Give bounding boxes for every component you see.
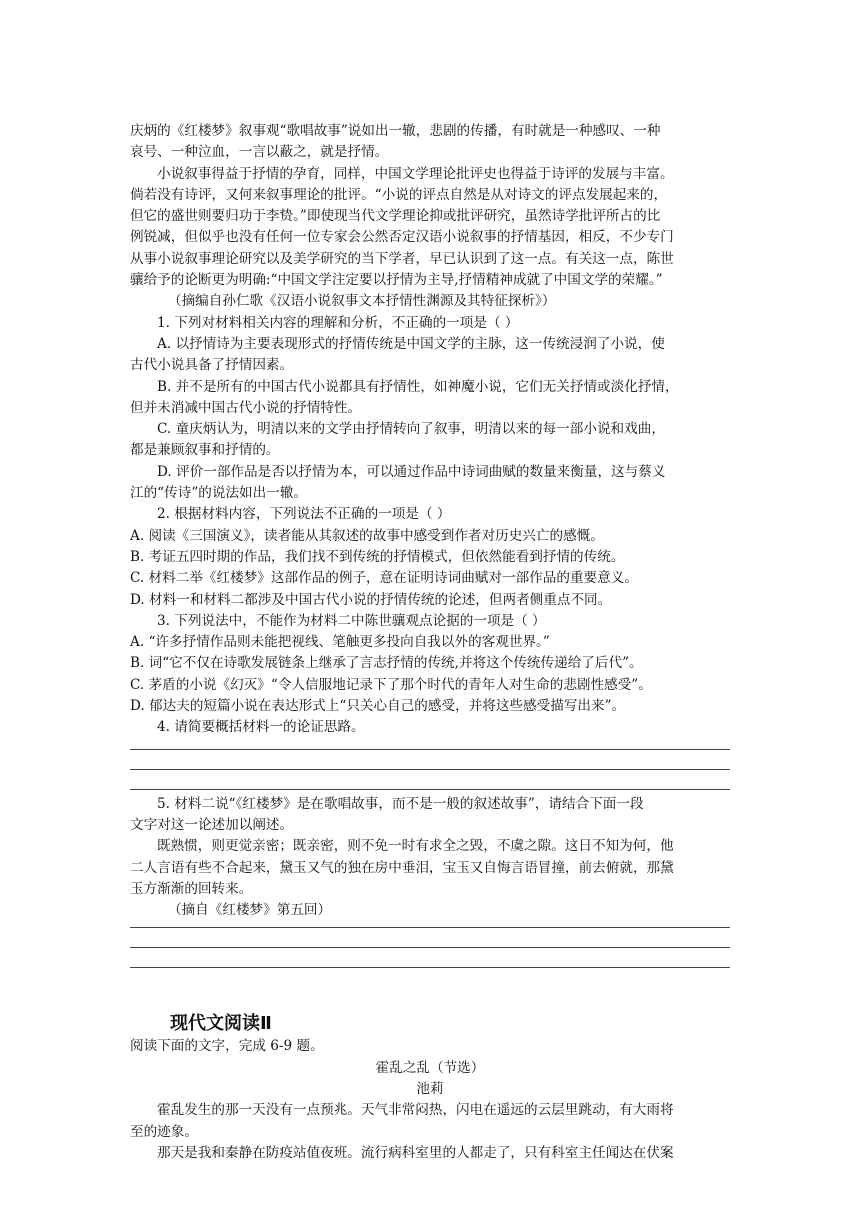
document-page [130,121,730,1164]
question-5 [130,794,730,969]
source-note: （摘编自孙仁歌《汉语小说叙事文本抒情性渊源及其特征探析》） [168,293,556,310]
question-stem: 5. 材料二说“《红楼梦》是在歌唱故事，而不是一般的叙述故事”，请结合下面一段 [157,795,644,812]
option-c: C. 童庆炳认为，明清以来的文学由抒情转向了叙事，明清以来的每一部小说和戏曲， [157,421,665,438]
question-stem: 2. 根据材料内容，下列说法不正确的一项是（ ） [157,506,451,523]
passage-line: 既熟惯，则更觉亲密；既亲密，则不免一时有求全之毁，不虞之隙。这日不知为何，他 [157,838,674,855]
answer-line[interactable] [130,947,730,948]
option-a-cont: 古代小说具备了抒情因素。 [130,357,294,374]
text-line: 倘若没有诗评，又何来叙事理论的批评。“小说的评点自然是从对诗文的评点发展起来的， [130,186,668,203]
option-a: A. 阅读《三国演义》，读者能从其叙述的故事中感受到作者对历史兴亡的感慨。 [130,527,604,544]
text-line: 骧给予的论断更为明确:“中国文学注定要以抒情为主导,抒情精神成就了中国文学的荣耀。” [130,272,663,289]
option-a: A. 以抒情诗为主要表现形式的抒情传统是中国文学的主脉，这一传统浸润了小说，使 [157,335,665,352]
instruction: 阅读下面的文字，完成 6-9 题。 [130,1038,324,1055]
text-line: 例锐减，但似乎也没有任何一位专家会公然否定汉语小说叙事的抒情基因，相反，不少专门 [130,229,674,246]
question-stem: 1. 下列对材料相关内容的理解和分析，不正确的一项是（ ） [157,314,519,331]
text-line: 哀号、一种泣血，一言以蔽之，就是抒情。 [130,144,389,161]
question-4 [130,717,730,789]
article-title: 霍乱之乱（节选） [375,1059,485,1076]
text-line: 从事小说叙事理论研究以及美学研究的当下学者，早已认识到了这一点。有关这一点，陈世 [130,250,674,267]
option-c-cont: 都是兼顾叙事和抒情的。 [130,442,280,459]
text-line: 庆炳的《红楼梦》叙事观“歌唱故事”说如出一辙，悲剧的传播，有时就是一种感叹、一种 [130,123,661,139]
option-d: D. 郁达夫的短篇小说在表达形式上“只关心自己的感受，并将这些感受描写出来”。 [130,698,626,715]
option-d-cont: 江的“传诗”的说法如出一辙。 [130,485,308,502]
question-2 [130,504,730,610]
option-c: C. 材料二举《红楼梦》这部作品的例子，意在证明诗词曲赋对一部作品的重要意义。 [130,570,638,587]
passage-line: 二人言语有些不合起来，黛玉又气的独在房中垂泪，宝玉又自悔言语冒撞，前去俯就，那黛 [130,859,674,876]
option-b: B. 词“它不仅在诗歌发展链条上继承了言志抒情的传统,并将这个传统传递给了后代”。 [130,655,643,672]
answer-line[interactable] [130,927,730,928]
question-stem-cont: 文字对这一论述加以阐述。 [130,816,294,833]
option-b-cont: 但并未消减中国古代小说的抒情特性。 [130,399,362,416]
option-c: C. 茅盾的小说《幻灭》“令人信服地记录下了那个时代的青年人对生命的悲剧性感受”。 [130,676,652,693]
question-stem: 3. 下列说法中，不能作为材料二中陈世骧观点论据的一项是（ ） [157,612,546,629]
article-paragraph: 霍乱发生的那一天没有一点预兆。天气非常闷热，闪电在遥远的云层里跳动，有大雨将 [157,1102,674,1119]
question-1 [130,313,730,505]
answer-line[interactable] [130,967,730,968]
section-modern-reading-2 [130,1012,730,1164]
text-line: 小说叙事得益于抒情的孕育，同样，中国文学理论批评史也得益于诗评的发展与丰富。 [157,165,674,182]
passage-line: 玉方渐渐的回转来。 [130,880,253,897]
material-paragraph [130,164,730,292]
material-paragraph-cont [130,121,730,164]
option-b: B. 考证五四时期的作品，我们找不到传统的抒情模式，但依然能看到抒情的传统。 [130,548,625,565]
source-note: （摘自《红楼梦》第五回） [168,902,332,919]
answer-line[interactable] [130,789,730,790]
answer-line[interactable] [130,749,730,750]
option-b: B. 并不是所有的中国古代小说都具有抒情性，如神魔小说，它们无关抒情或淡化抒情， [157,378,679,395]
option-d: D. 材料一和材料二都涉及中国古代小说的抒情传统的论述，但两者侧重点不同。 [130,591,612,608]
article-paragraph-cont: 至的迹象。 [130,1123,198,1140]
question-3 [130,611,730,717]
text-line: 但它的盛世则要归功于李贽。”即使现当代文学理论抑或批评研究，虽然诗学批评所占的比 [130,208,661,225]
question-stem: 4. 请简要概括材料一的论证思路。 [157,719,365,736]
answer-line[interactable] [130,769,730,770]
article-paragraph: 那天是我和秦静在防疫站值夜班。流行病科室里的人都走了，只有科室主任闻达在伏案 [157,1144,674,1161]
article-author: 池莉 [416,1080,444,1097]
option-d: D. 评价一部作品是否以抒情为本，可以通过作品中诗词曲赋的数量来衡量，这与蔡义 [157,463,666,480]
section-heading: 现代文阅读Ⅱ [170,1013,272,1035]
option-a: A. “许多抒情作品则未能把视线、笔触更多投向自我以外的客观世界。” [130,634,550,651]
